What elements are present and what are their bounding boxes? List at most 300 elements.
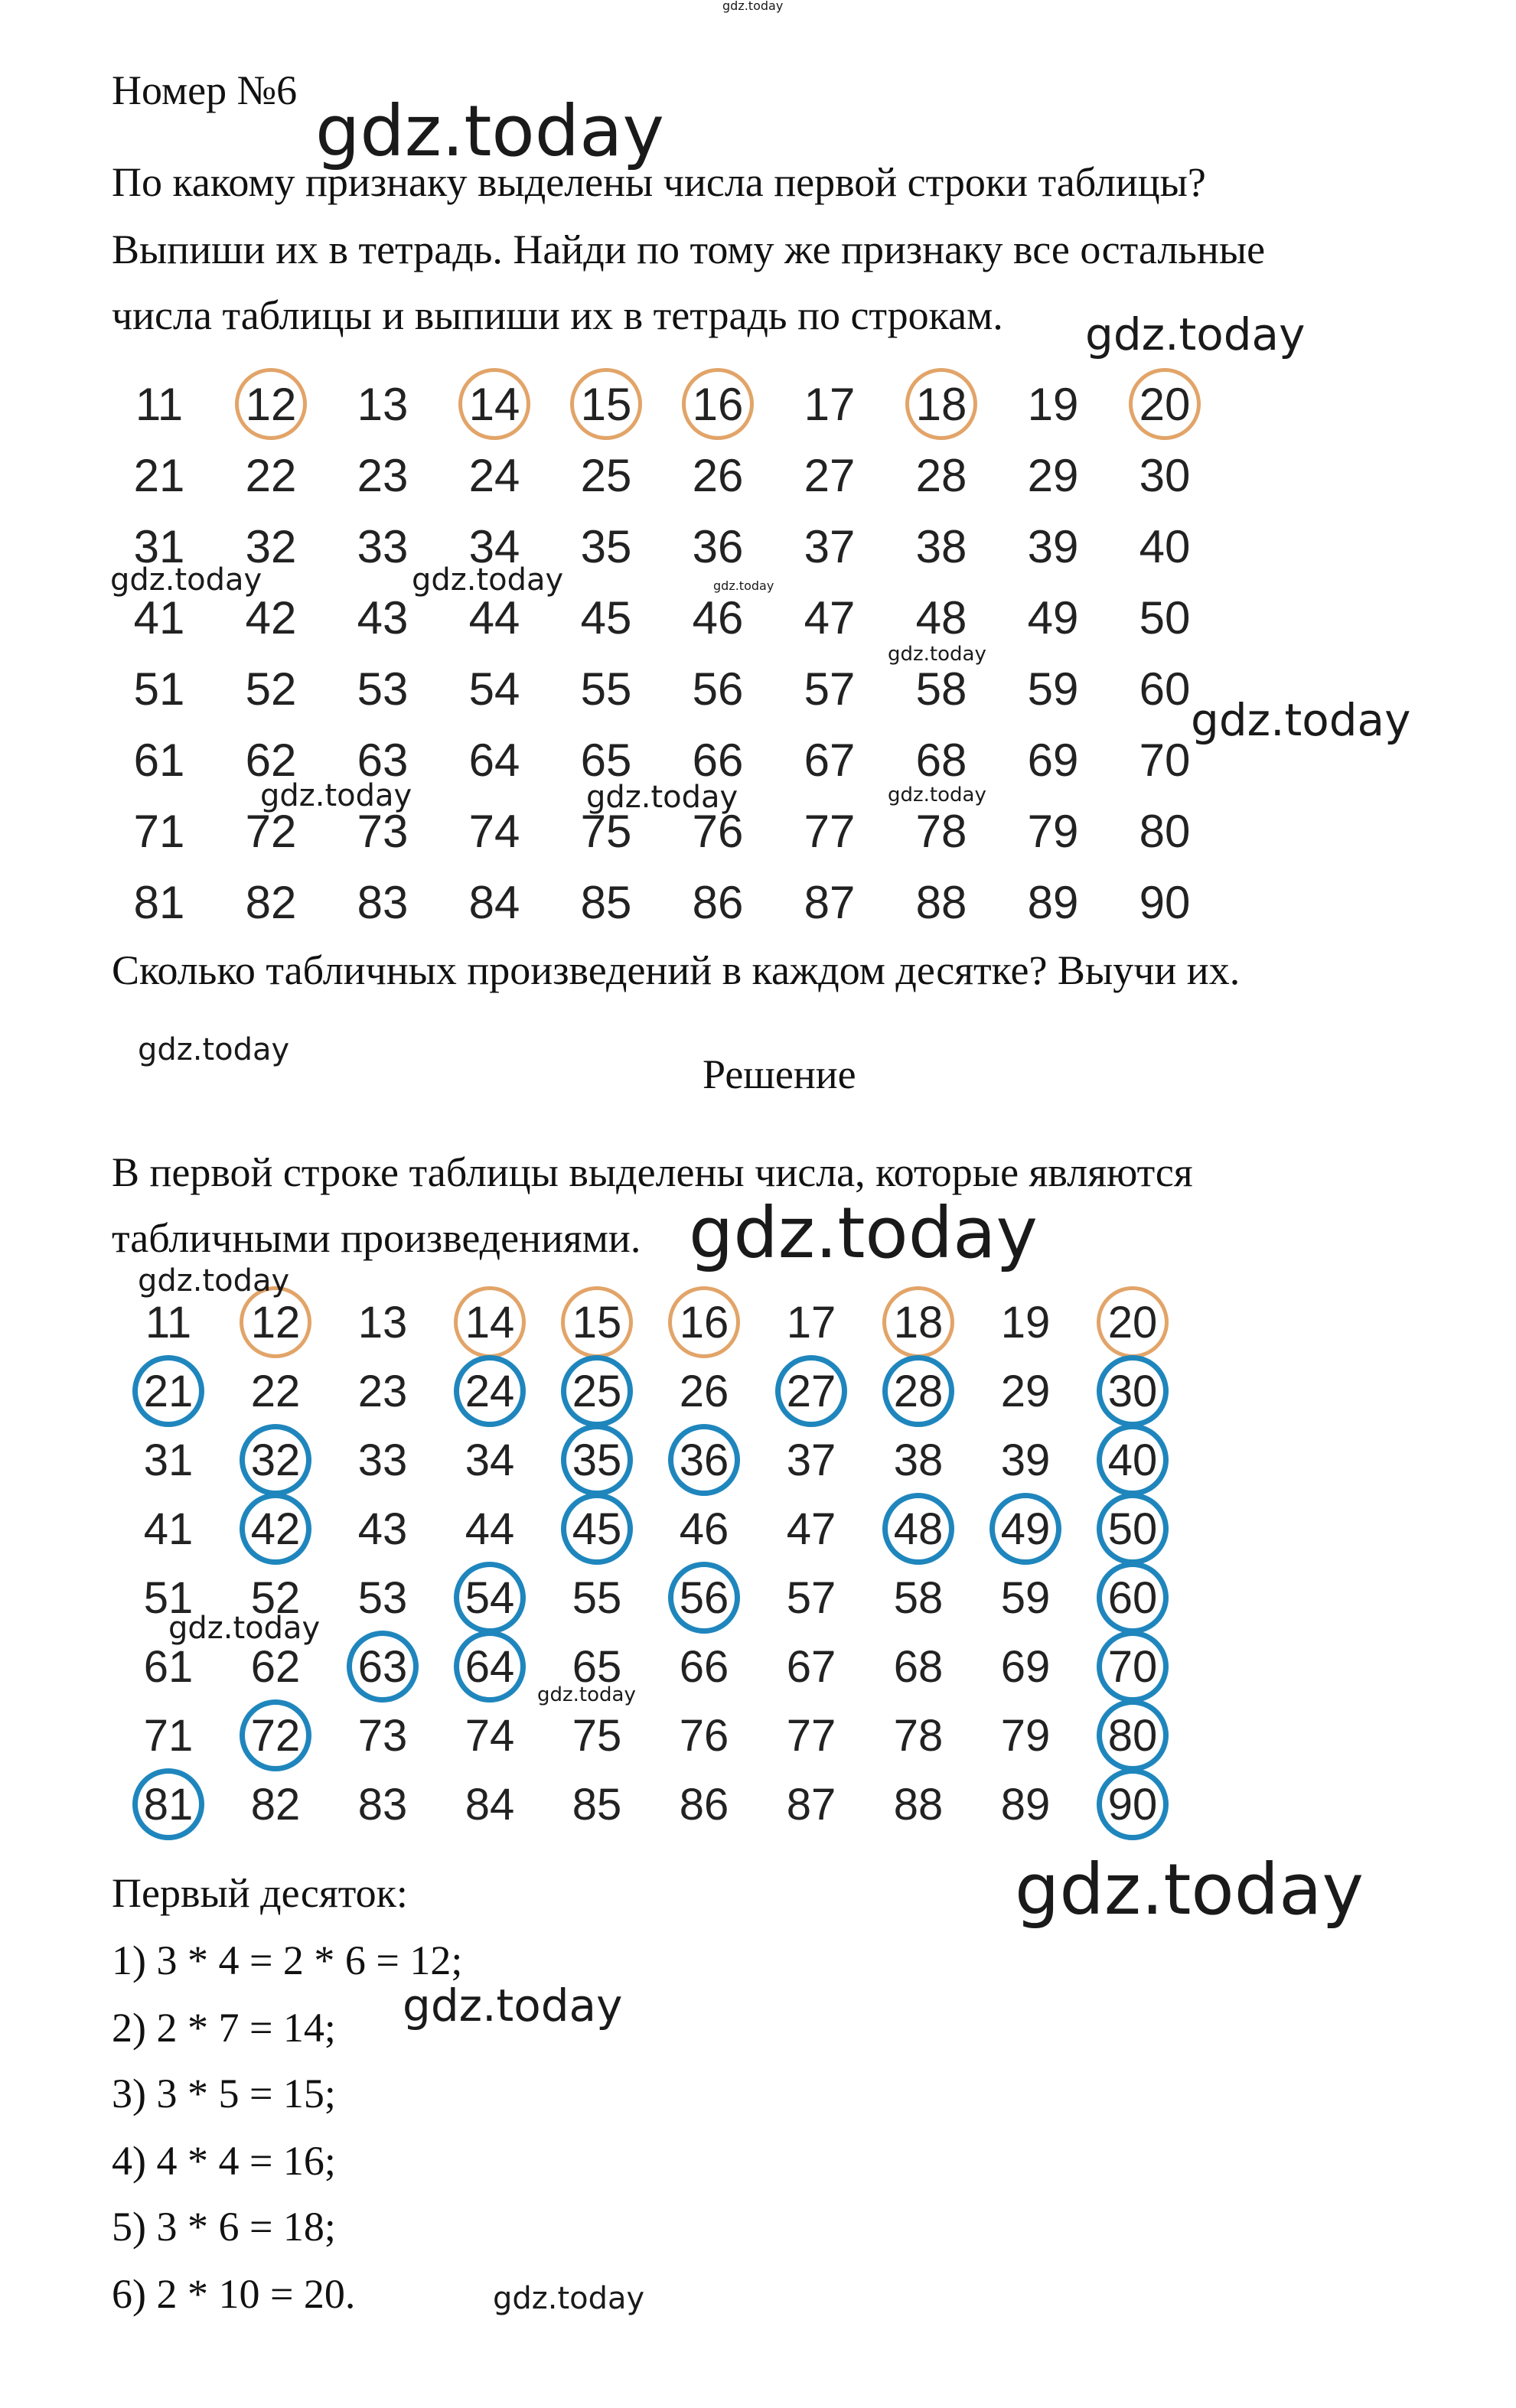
table-number-label: 11 [135, 378, 184, 430]
highlight-circle [240, 1493, 311, 1565]
table-number-label: 76 [679, 1710, 729, 1761]
table-number-label: 20 [1107, 1297, 1158, 1347]
table-number-67 [765, 1634, 857, 1699]
table-number-25 [551, 1358, 643, 1424]
table-number-label: 45 [580, 591, 632, 644]
table-number-label: 85 [580, 876, 632, 928]
table-number-label: 57 [786, 1572, 836, 1623]
table-number-79 [980, 1703, 1071, 1768]
table-number-label: 58 [915, 663, 967, 715]
table-number-label: 44 [465, 1504, 515, 1554]
highlight-circle [668, 1424, 740, 1496]
table-number-53 [337, 1565, 429, 1631]
table-number-59 [980, 1565, 1071, 1631]
table-number-label: 51 [133, 663, 185, 715]
table-number-label: 68 [893, 1641, 944, 1692]
table-number-label: 54 [465, 1572, 515, 1623]
table-number-78 [895, 798, 987, 864]
highlight-circle [561, 1424, 633, 1496]
table-number-57 [784, 656, 875, 722]
table-number-label: 81 [133, 876, 185, 928]
table-number-78 [872, 1703, 964, 1768]
watermark-top: gdz.today [722, 0, 784, 13]
table-number-label: 48 [915, 591, 967, 644]
table-number-86 [672, 869, 764, 935]
watermark: gdz.today [888, 784, 986, 806]
highlight-circle [1097, 1493, 1169, 1565]
highlight-circle [882, 1286, 954, 1358]
table-number-50 [1119, 585, 1211, 650]
task-line-3: числа таблицы и выпиши их в тетрадь по строкам. [112, 292, 1003, 338]
table-number-label: 27 [786, 1366, 836, 1416]
table-number-label: 87 [786, 1779, 836, 1830]
table-number-21 [113, 442, 205, 508]
watermark: gdz.today [403, 1980, 623, 2032]
table-number-82 [230, 1771, 321, 1837]
table-number-87 [784, 869, 875, 935]
table-number-label: 39 [1027, 520, 1079, 572]
table-number-label: 12 [245, 378, 297, 430]
table-number-label: 68 [915, 734, 967, 786]
table-number-43 [337, 1496, 429, 1562]
table-number-label: 28 [915, 449, 967, 501]
highlight-circle [240, 1424, 311, 1496]
product-2: 2) 2 * 7 = 14; [112, 2005, 336, 2051]
table-number-label: 46 [679, 1504, 729, 1554]
table-number-label: 78 [893, 1710, 944, 1761]
table-number-label: 55 [572, 1572, 622, 1623]
table-number-label: 78 [915, 805, 967, 857]
table-number-22 [225, 442, 317, 508]
table-number-19 [980, 1289, 1071, 1355]
highlight-circle [1129, 368, 1201, 440]
table-number-82 [225, 869, 317, 935]
table-number-label: 13 [357, 1297, 408, 1347]
table-number-label: 71 [143, 1710, 194, 1761]
table-number-label: 89 [1027, 876, 1079, 928]
table-number-28 [872, 1358, 964, 1424]
watermark: gdz.today [537, 1683, 636, 1706]
table-number-70 [1087, 1634, 1179, 1699]
table-number-label: 26 [679, 1366, 729, 1416]
table-number-label: 45 [572, 1504, 622, 1554]
table-number-35 [560, 513, 652, 579]
watermark: gdz.today [888, 643, 986, 666]
table-number-label: 16 [692, 378, 744, 430]
table-number-label: 38 [893, 1435, 944, 1485]
table-number-label: 88 [915, 876, 967, 928]
table-number-label: 76 [692, 805, 744, 857]
table-number-27 [784, 442, 875, 508]
table-number-label: 30 [1139, 449, 1191, 501]
table-number-label: 56 [692, 663, 744, 715]
table-number-label: 74 [465, 1710, 515, 1761]
table-number-48 [872, 1496, 964, 1562]
highlight-circle [682, 368, 754, 440]
table-number-label: 31 [133, 520, 185, 572]
table-number-74 [448, 798, 540, 864]
table-number-label: 37 [786, 1435, 836, 1485]
table-number-74 [444, 1703, 536, 1768]
table-number-35 [551, 1427, 643, 1493]
solution-heading: Решение [703, 1051, 856, 1097]
table-number-45 [551, 1496, 643, 1562]
table-number-label: 53 [357, 663, 409, 715]
product-3: 3) 3 * 5 = 15; [112, 2071, 336, 2116]
table-number-18 [872, 1289, 964, 1355]
table-number-label: 26 [692, 449, 744, 501]
table-number-29 [980, 1358, 1071, 1424]
table-number-89 [980, 1771, 1071, 1837]
table-number-69 [1007, 727, 1099, 793]
table-number-37 [784, 513, 875, 579]
watermark: gdz.today [138, 1032, 290, 1067]
highlight-circle [561, 1286, 633, 1358]
table-number-label: 86 [679, 1779, 729, 1830]
table-number-label: 40 [1107, 1435, 1158, 1485]
table-number-22 [230, 1358, 321, 1424]
table-number-label: 79 [1000, 1710, 1051, 1761]
highlight-circle [1097, 1355, 1169, 1427]
table-number-80 [1119, 798, 1211, 864]
table-number-label: 80 [1139, 805, 1191, 857]
table-number-54 [444, 1565, 536, 1631]
table-number-label: 69 [1027, 734, 1079, 786]
table-number-17 [784, 371, 875, 437]
table-number-34 [444, 1427, 536, 1493]
table-number-label: 21 [143, 1366, 194, 1416]
highlight-circle [347, 1631, 419, 1703]
table-number-label: 43 [357, 591, 409, 644]
table-number-67 [784, 727, 875, 793]
watermark: gdz.today [412, 562, 564, 598]
table-number-label: 73 [357, 1710, 408, 1761]
table-number-76 [658, 1703, 750, 1768]
table-number-66 [658, 1634, 750, 1699]
table-number-label: 49 [1000, 1504, 1051, 1554]
highlight-circle [1097, 1631, 1169, 1703]
table-number-label: 12 [250, 1297, 301, 1347]
table-number-label: 87 [804, 876, 856, 928]
highlight-circle [235, 368, 307, 440]
table-number-label: 32 [245, 520, 297, 572]
table-number-label: 86 [692, 876, 744, 928]
table-number-label: 84 [465, 1779, 515, 1830]
watermark: gdz.today [1015, 1849, 1364, 1931]
product-1: 1) 3 * 4 = 2 * 6 = 12; [112, 1937, 463, 1983]
table-number-14 [448, 371, 540, 437]
table-number-84 [448, 869, 540, 935]
table-number-12 [225, 371, 317, 437]
table-number-57 [765, 1565, 857, 1631]
table-number-33 [337, 1427, 429, 1493]
table-number-label: 41 [143, 1504, 194, 1554]
highlight-circle [240, 1699, 311, 1771]
task-question: Сколько табличных произведений в каждом десятке? Выучи их. [112, 947, 1241, 993]
table-number-label: 80 [1107, 1710, 1158, 1761]
task-line-1: По какому признаку выделены числа первой строки таблицы? [112, 159, 1206, 205]
table-number-label: 71 [133, 805, 185, 857]
table-number-47 [784, 585, 875, 650]
table-number-54 [448, 656, 540, 722]
table-number-13 [337, 1289, 429, 1355]
table-number-label: 89 [1000, 1779, 1051, 1830]
table-number-79 [1007, 798, 1099, 864]
highlight-circle [1097, 1562, 1169, 1634]
table-number-84 [444, 1771, 536, 1837]
table-number-label: 77 [786, 1710, 836, 1761]
table-number-label: 75 [572, 1710, 622, 1761]
table-number-label: 28 [893, 1366, 944, 1416]
table-number-71 [113, 798, 205, 864]
table-number-label: 23 [357, 1366, 408, 1416]
table-number-label: 17 [786, 1297, 836, 1347]
table-number-label: 29 [1000, 1366, 1051, 1416]
table-number-56 [658, 1565, 750, 1631]
table-number-label: 69 [1000, 1641, 1051, 1692]
table-number-label: 59 [1000, 1572, 1051, 1623]
table-number-81 [122, 1771, 214, 1837]
table-number-26 [658, 1358, 750, 1424]
table-number-label: 67 [804, 734, 856, 786]
table-number-label: 59 [1027, 663, 1079, 715]
table-number-36 [672, 513, 764, 579]
table-number-label: 47 [804, 591, 856, 644]
table-number-label: 27 [804, 449, 856, 501]
table-number-label: 20 [1139, 378, 1191, 430]
table-number-label: 51 [143, 1572, 194, 1623]
table-number-77 [765, 1703, 857, 1768]
table-number-label: 63 [357, 734, 409, 786]
table-number-85 [551, 1771, 643, 1837]
table-number-label: 72 [250, 1710, 301, 1761]
highlight-circle [1097, 1286, 1169, 1358]
table-number-80 [1087, 1703, 1179, 1768]
highlight-circle [454, 1286, 526, 1358]
table-number-label: 65 [572, 1641, 622, 1692]
highlight-circle [1097, 1699, 1169, 1771]
table-number-21 [122, 1358, 214, 1424]
product-6: 6) 2 * 10 = 20. [112, 2271, 356, 2317]
solution-line-1: В первой строке таблицы выделены числа, которые являются [112, 1149, 1193, 1195]
table-number-61 [113, 727, 205, 793]
table-number-39 [980, 1427, 1071, 1493]
table-number-label: 14 [465, 1297, 515, 1347]
table-number-label: 23 [357, 449, 409, 501]
table-number-label: 82 [245, 876, 297, 928]
table-number-label: 64 [465, 1641, 515, 1692]
highlight-circle [668, 1286, 740, 1358]
table-number-label: 63 [357, 1641, 408, 1692]
table-number-label: 11 [145, 1297, 192, 1347]
table-number-23 [337, 442, 429, 508]
table-number-label: 62 [250, 1641, 301, 1692]
table-number-label: 34 [465, 1435, 515, 1485]
highlight-circle [882, 1355, 954, 1427]
table-number-40 [1087, 1427, 1179, 1493]
table-number-39 [1007, 513, 1099, 579]
table-number-label: 52 [245, 663, 297, 715]
table-number-label: 47 [786, 1504, 836, 1554]
table-number-label: 18 [915, 378, 967, 430]
table-number-label: 62 [245, 734, 297, 786]
watermark: gdz.today [1191, 694, 1411, 746]
table-number-label: 19 [1000, 1297, 1051, 1347]
table-number-72 [230, 1703, 321, 1768]
solution-line-2: табличными произведениями. [112, 1215, 641, 1261]
table-number-73 [337, 1703, 429, 1768]
table-number-31 [122, 1427, 214, 1493]
table-number-label: 75 [580, 805, 632, 857]
table-number-label: 40 [1139, 520, 1191, 572]
table-number-label: 41 [133, 591, 185, 644]
table-number-12 [230, 1289, 321, 1355]
watermark: gdz.today [168, 1611, 321, 1646]
table-number-label: 72 [245, 805, 297, 857]
table-number-85 [560, 869, 652, 935]
table-number-29 [1007, 442, 1099, 508]
table-number-88 [872, 1771, 964, 1837]
table-number-label: 33 [357, 520, 409, 572]
table-number-label: 83 [357, 1779, 408, 1830]
highlight-circle [454, 1631, 526, 1703]
table-number-label: 85 [572, 1779, 622, 1830]
table-number-label: 79 [1027, 805, 1079, 857]
table-number-41 [122, 1496, 214, 1562]
table-number-label: 52 [250, 1572, 301, 1623]
table-number-24 [448, 442, 540, 508]
table-number-label: 25 [580, 449, 632, 501]
table-number-label: 84 [468, 876, 520, 928]
table-number-label: 35 [572, 1435, 622, 1485]
table-number-45 [560, 585, 652, 650]
table-number-90 [1087, 1771, 1179, 1837]
table-number-48 [895, 585, 987, 650]
decade-heading: Первый десяток: [112, 1870, 408, 1916]
table-number-label: 56 [679, 1572, 729, 1623]
highlight-circle [132, 1768, 204, 1840]
table-number-36 [658, 1427, 750, 1493]
product-5: 5) 3 * 6 = 18; [112, 2204, 336, 2250]
table-number-label: 33 [357, 1435, 408, 1485]
table-number-label: 66 [679, 1641, 729, 1692]
table-number-label: 42 [245, 591, 297, 644]
table-number-55 [551, 1565, 643, 1631]
table-number-label: 50 [1107, 1504, 1158, 1554]
table-number-60 [1087, 1565, 1179, 1631]
table-number-16 [672, 371, 764, 437]
table-number-label: 46 [692, 591, 744, 644]
table-number-label: 77 [804, 805, 856, 857]
table-number-label: 67 [786, 1641, 836, 1692]
highlight-circle [458, 368, 530, 440]
table-number-label: 66 [692, 734, 744, 786]
highlight-circle [570, 368, 642, 440]
table-number-46 [658, 1496, 750, 1562]
table-number-11 [113, 371, 205, 437]
table-number-40 [1119, 513, 1211, 579]
table-number-64 [448, 727, 540, 793]
table-number-label: 36 [679, 1435, 729, 1485]
table-number-label: 50 [1139, 591, 1191, 644]
table-number-19 [1007, 371, 1099, 437]
watermark: gdz.today [110, 562, 262, 598]
table-number-24 [444, 1358, 536, 1424]
table-number-64 [444, 1634, 536, 1699]
highlight-circle [668, 1562, 740, 1634]
table-number-label: 24 [468, 449, 520, 501]
table-number-label: 31 [143, 1435, 194, 1485]
table-number-label: 21 [133, 449, 185, 501]
table-number-label: 17 [804, 378, 856, 430]
table-number-label: 19 [1027, 378, 1079, 430]
table-number-68 [872, 1634, 964, 1699]
watermark: gdz.today [315, 90, 664, 172]
table-number-label: 74 [468, 805, 520, 857]
table-number-56 [672, 656, 764, 722]
table-number-label: 83 [357, 876, 409, 928]
table-number-label: 57 [804, 663, 856, 715]
table-number-46 [672, 585, 764, 650]
table-number-51 [113, 656, 205, 722]
table-number-label: 44 [468, 591, 520, 644]
table-number-label: 36 [692, 520, 744, 572]
table-number-15 [560, 371, 652, 437]
table-number-13 [337, 371, 429, 437]
table-number-28 [895, 442, 987, 508]
table-number-label: 32 [250, 1435, 301, 1485]
table-number-17 [765, 1289, 857, 1355]
table-number-59 [1007, 656, 1099, 722]
table-number-label: 70 [1139, 734, 1191, 786]
table-number-25 [560, 442, 652, 508]
task-number-title: Номер №6 [112, 67, 298, 113]
highlight-circle [775, 1355, 847, 1427]
watermark: gdz.today [713, 578, 774, 593]
table-number-label: 15 [580, 378, 632, 430]
table-number-label: 14 [468, 378, 520, 430]
table-number-label: 82 [250, 1779, 301, 1830]
highlight-circle [454, 1355, 526, 1427]
table-number-16 [658, 1289, 750, 1355]
table-number-47 [765, 1496, 857, 1562]
table-number-58 [872, 1565, 964, 1631]
table-number-label: 54 [468, 663, 520, 715]
highlight-circle [561, 1493, 633, 1565]
table-number-63 [337, 1634, 429, 1699]
table-number-label: 34 [468, 520, 520, 572]
table-number-label: 15 [572, 1297, 622, 1347]
table-number-label: 61 [143, 1641, 194, 1692]
table-number-label: 29 [1027, 449, 1079, 501]
table-number-label: 53 [357, 1572, 408, 1623]
table-number-label: 61 [133, 734, 185, 786]
table-number-90 [1119, 869, 1211, 935]
highlight-circle [454, 1562, 526, 1634]
table-number-77 [784, 798, 875, 864]
table-number-label: 37 [804, 520, 856, 572]
table-number-label: 43 [357, 1504, 408, 1554]
task-line-2: Выпиши их в тетрадь. Найди по тому же признаку все остальные [112, 226, 1266, 272]
table-number-50 [1087, 1496, 1179, 1562]
table-number-75 [551, 1703, 643, 1768]
table-number-label: 39 [1000, 1435, 1051, 1485]
table-number-label: 60 [1107, 1572, 1158, 1623]
table-number-42 [230, 1496, 321, 1562]
table-number-label: 22 [245, 449, 297, 501]
watermark: gdz.today [586, 780, 738, 815]
table-number-52 [225, 656, 317, 722]
